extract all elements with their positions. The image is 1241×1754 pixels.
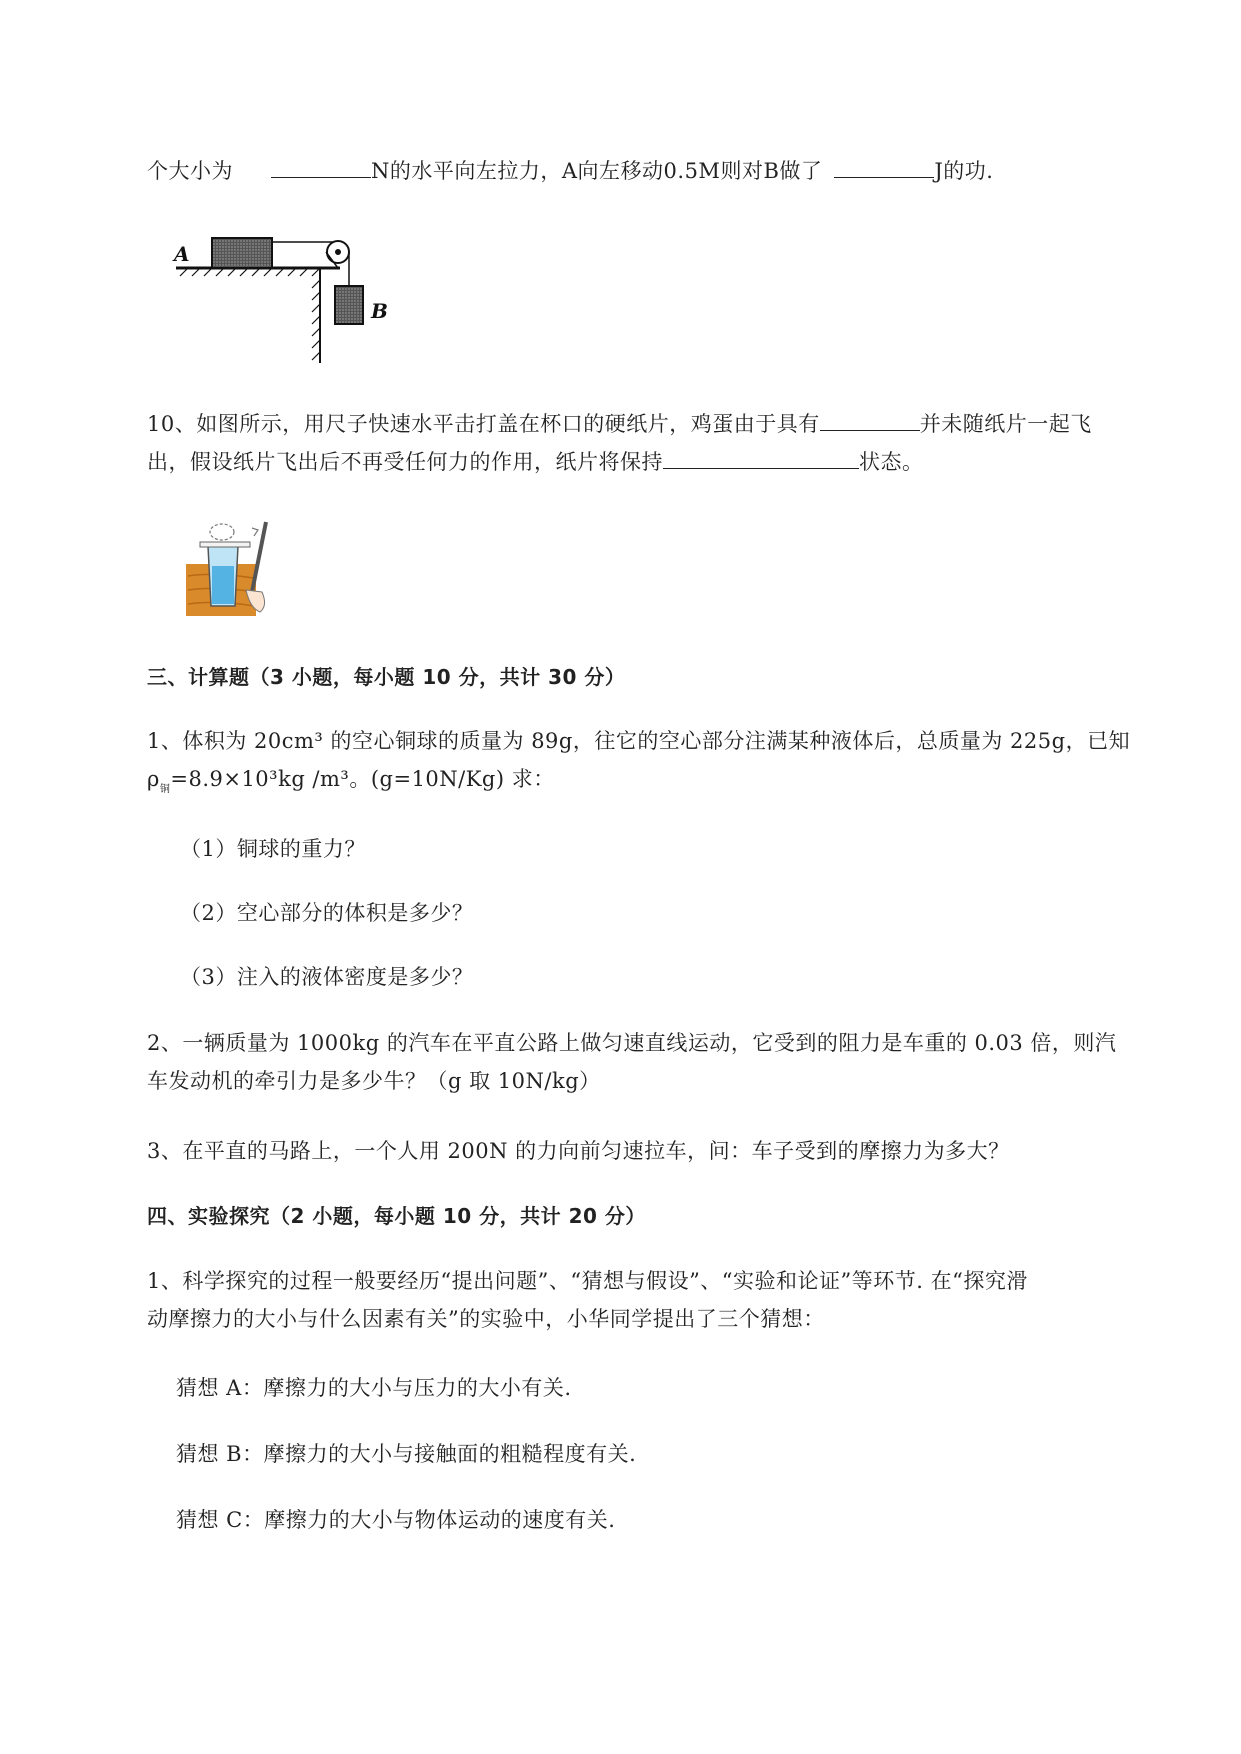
cup-figure — [184, 520, 284, 620]
guess-b: 猜想 B：摩擦力的大小与接触面的粗糙程度有关. — [176, 1442, 637, 1466]
section3-heading: 三、计算题（3 小题，每小题 10 分，共计 30 分） — [147, 665, 626, 689]
q10-text-2a: 出，假设纸片飞出后不再受任何力的作用，纸片将保持 — [147, 450, 663, 474]
s4-q1-line-2: 动摩擦力的大小与什么因素有关”的实验中，小华同学提出了三个猜想： — [147, 1307, 825, 1331]
guess-a: 猜想 A：摩擦力的大小与压力的大小有关. — [176, 1376, 572, 1400]
answer-blank-force[interactable] — [271, 155, 371, 178]
q9-tail-line — [147, 155, 993, 186]
answer-blank-state[interactable] — [663, 446, 859, 469]
q9-text-1: 个大小为 — [147, 159, 233, 183]
s3-q1-line-2 — [147, 764, 555, 805]
s3-q1-sub-3: （3）注入的液体密度是多少？ — [180, 965, 474, 989]
rho-subscript: 铜 — [159, 784, 171, 795]
rho-symbol: ρ — [147, 767, 160, 791]
label-b: B — [371, 299, 388, 323]
answer-blank-work[interactable] — [834, 155, 934, 178]
s3-q2-line-1: 2、一辆质量为 1000kg 的汽车在平直公路上做匀速直线运动，它受到的阻力是车重的 0.03 倍，则汽 — [147, 1031, 1117, 1055]
s4-q1-line-1: 1、科学探究的过程一般要经历“提出问题”、“猜想与假设”、“实验和论证”等环节. 在“探究滑 — [147, 1269, 1028, 1293]
s3-q1-line-2-rest: =8.9×10³kg /m³。(g=10N/Kg) 求： — [170, 767, 555, 791]
answer-blank-inertia[interactable] — [820, 408, 920, 431]
label-a: A — [174, 242, 190, 266]
s3-q1-line-1: 1、体积为 20cm³ 的空心铜球的质量为 89g，往它的空心部分注满某种液体后，总质量为 225g，已知 — [147, 729, 1131, 753]
q9-text-2: N的水平向左拉力，A向左移动0.5M则对B做了 — [371, 159, 823, 183]
guess-c: 猜想 C：摩擦力的大小与物体运动的速度有关. — [176, 1508, 616, 1532]
s3-q2-line-2: 车发动机的牵引力是多少牛？（g 取 10N/kg） — [147, 1069, 601, 1093]
q10-line-1 — [147, 408, 1092, 439]
q10-text-2b: 状态。 — [859, 450, 924, 474]
s3-q1-sub-2: （2）空心部分的体积是多少？ — [180, 901, 474, 925]
s3-q3-line: 3、在平直的马路上，一个人用 200N 的力向前匀速拉车，问：车子受到的摩擦力为多大？ — [147, 1139, 1010, 1163]
q10-text-1b: 并未随纸片一起飞 — [919, 412, 1092, 436]
q9-text-3: J的功. — [934, 159, 994, 183]
section4-heading: 四、实验探究（2 小题，每小题 10 分，共计 20 分） — [147, 1204, 646, 1228]
s3-q1-sub-1: （1）铜球的重力？ — [180, 837, 366, 861]
pulley-figure — [168, 228, 408, 368]
q10-text-1a: 10、如图所示，用尺子快速水平击打盖在杯口的硬纸片，鸡蛋由于具有 — [147, 412, 820, 436]
q10-line-2 — [147, 446, 924, 477]
